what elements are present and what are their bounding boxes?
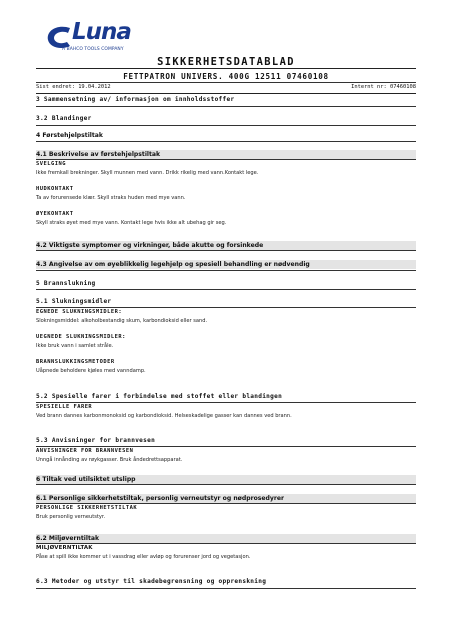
divider	[36, 484, 416, 485]
section-heading: 6 Tiltak ved utilsiktet utslipp	[36, 476, 136, 483]
field-label: MILJØVERNTILTAK	[36, 545, 93, 551]
revision-date: Sist endret: 19.04.2012	[36, 84, 111, 90]
field-label: EGNEDE SLUKNINGSMIDLER:	[36, 309, 123, 315]
divider	[36, 125, 416, 126]
divider	[36, 503, 416, 504]
divider	[36, 270, 416, 271]
field-label: SPESIELLE FARER	[36, 404, 93, 410]
divider	[36, 68, 416, 69]
divider	[36, 250, 416, 251]
subsection-heading: 5.2 Spesielle farer i forbindelse med stoffet eller blandingen	[36, 393, 283, 400]
logo-brand: Luna	[72, 19, 131, 45]
divider	[36, 307, 416, 308]
field-label: SVELGING	[36, 161, 66, 167]
field-label: BRANNSLUKKINGSMETODER	[36, 359, 115, 365]
subsection-heading: 4.3 Angivelse av om øyeblikkelig legehjelp og spesiell behandling er nødvendig	[36, 261, 310, 268]
subsection-heading: 4.2 Viktigste symptomer og virkninger, både akutte og forsinkede	[36, 242, 264, 249]
subsection-heading: 5.1 Slukningsmidler	[36, 298, 112, 305]
field-text: Ikke bruk vann i samlet stråle.	[36, 343, 114, 349]
field-text: Ikke fremkall brekninger. Skyll munnen med vann. Drikk rikelig med vann.Kontakt lege.	[36, 170, 259, 176]
subsection-heading: 5.3 Anvisninger for brannvesen	[36, 437, 156, 444]
field-label: ØYEKONTAKT	[36, 211, 74, 217]
divider	[36, 402, 416, 403]
field-text: Bruk personlig verneutstyr.	[36, 514, 106, 520]
product-name: FETTPATRON UNIVERS. 400G 12511 07460108	[123, 72, 329, 81]
document-title: SIKKERHETSDATABLAD	[157, 56, 295, 68]
field-text: Unngå innånding av røykgasser. Bruk åndedrettsapparat.	[36, 457, 183, 463]
field-text: Uåpnede beholdere kjøles med vanndamp.	[36, 368, 146, 374]
divider	[36, 93, 416, 94]
field-text: Skyll straks øyet med mye vann. Kontakt lege hvis ikke alt ubehag gir seg.	[36, 220, 227, 226]
section-heading: 5 Brannslukning	[36, 280, 96, 287]
divider	[36, 82, 416, 83]
field-label: HUDKONTAKT	[36, 186, 74, 192]
field-label: UEGNEDE SLUKNINGSMIDLER:	[36, 334, 126, 340]
divider	[36, 446, 416, 447]
section-heading: 3 Sammensetning av/ informasjon om innholdsstoffer	[36, 96, 235, 103]
internal-number: Internt nr: 07460108	[351, 84, 416, 90]
field-label: PERSONLIGE SIKKERHETSTILTAK	[36, 505, 138, 511]
subsection-heading: 6.2 Miljøverntiltak	[36, 535, 100, 542]
field-text: Påse at spill ikke kommer ut i vassdrag eller avløp og forurenser jord og vegetasjon.	[36, 554, 251, 560]
subsection-heading: 4.1 Beskrivelse av førstehjelpstiltak	[36, 151, 161, 158]
divider	[36, 106, 416, 107]
field-text: Ved brann dannes karbonmonoksid og karbondioksid. Helseskadelige gasser kan dannes ved brann.	[36, 413, 292, 419]
field-label: ANVISNINGER FOR BRANNVESEN	[36, 448, 134, 454]
divider	[36, 588, 416, 589]
subsection-heading: 6.3 Metoder og utstyr til skadebegrensning og opprenskning	[36, 578, 267, 585]
divider	[36, 543, 416, 544]
divider	[36, 289, 416, 290]
subsection-heading: 3.2 Blandinger	[36, 115, 92, 122]
field-text: Slokningsmiddel: alkoholbestandig skum, karbondioksid eller sand.	[36, 318, 208, 324]
logo-tagline: A BAHCO TOOLS COMPANY	[62, 47, 124, 52]
subsection-heading: 6.1 Personlige sikkerhetstiltak, personlig verneutstyr og nødprosedyrer	[36, 495, 285, 502]
section-heading: 4 Førstehjelpstiltak	[36, 132, 103, 139]
field-text: Ta av forurensede klær. Skyll straks huden med mye vann.	[36, 195, 186, 201]
divider	[36, 159, 416, 160]
divider	[36, 141, 416, 142]
